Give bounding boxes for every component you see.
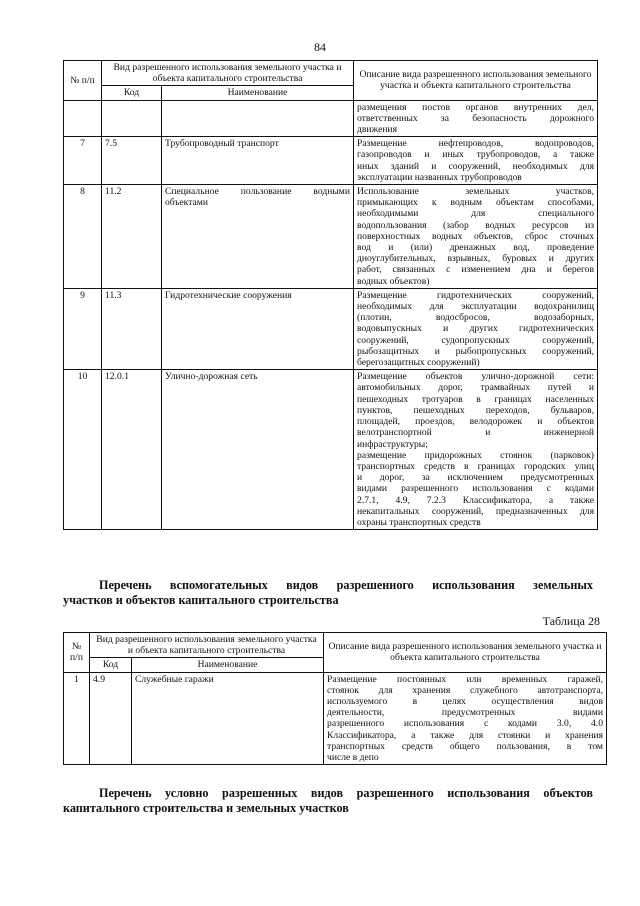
table-row [64, 100, 598, 137]
header-group: Вид разрешенного использования земельного участка и объекта капитального строительства [102, 61, 354, 86]
table-row [64, 370, 598, 530]
cell-num: 10 [64, 370, 102, 530]
cell-code: 12.0.1 [102, 370, 162, 530]
cell-name: Специальное пользование водными объектами [162, 185, 354, 289]
cell-num: 7 [64, 137, 102, 185]
cell-description: размещения постов органов внутренних дел, ответственных за безопасность дорожного движения [354, 100, 598, 137]
cell-code: 11.3 [102, 288, 162, 369]
header-num: № п/п [64, 633, 90, 673]
table-row [64, 672, 607, 765]
section-heading-auxiliary: Перечень вспомогательных видов разрешенного использования земельных участков и объектов капитального строительства [63, 578, 593, 607]
header-code: Код [102, 86, 162, 100]
cell-name: Улично-дорожная сеть [162, 370, 354, 530]
cell-name: Трубопроводный транспорт [162, 137, 354, 185]
header-description: Описание вида разрешенного использования земельного участка и объекта капитального строительства [324, 633, 607, 673]
cell-num: 9 [64, 288, 102, 369]
permitted-use-table-auxiliary [63, 632, 607, 765]
cell-description: Размещение постоянных или временных гаражей, стоянок для хранения служебного автотранспорта, используемого в целях осуществления видов деятельности, предусмотренных видами разрешенного использования с кодами 3.0, 4.0 Классификатора, а также для стоянки и хранения транспортных средств общего пользования, в том числе в депо [324, 672, 607, 765]
table-label: Таблица 28 [542, 614, 600, 628]
section-heading-conditional: Перечень условно разрешенных видов разрешенного использования объектов капитального строительства и земельных участков [63, 786, 593, 815]
page-number: 84 [314, 40, 326, 54]
cell-description: Размещение нефтепроводов, водопроводов, газопроводов и иных трубопроводов, а также иных зданий и сооружений, необходимых для эксплуатации названных трубопроводов [354, 137, 598, 185]
cell-description: Использование земельных участков, примыкающих к водным объектам способами, необходимыми для специального водопользования (забор водных ресурсов из поверхностных водных объектов, сброс сточных вод и (или) дренажных вод, проведение дноуглубительных, взрывных, буровых и других работ, связанных с изменением дна и берегов водных объектов) [354, 185, 598, 289]
header-description: Описание вида разрешенного использования земельного участка и объекта капитального строительства [354, 61, 598, 101]
header-group: Вид разрешенного использования земельного участка и объекта капитального строительства [90, 633, 324, 658]
header-num: № п/п [64, 61, 102, 101]
header-name: Наименование [162, 86, 354, 100]
cell-code: 4.9 [90, 672, 132, 765]
header-name: Наименование [132, 658, 324, 672]
table-row [64, 185, 598, 289]
cell-description: Размещение объектов улично-дорожной сети: автомобильных дорог, трамвайных путей и пешеходных тротуаров в границах населенных пунктов, пешеходных переходов, бульваров, площадей, проездов, велодорожек и объектов велотранспортной и инженерной инфраструктуры; размещение придорожных стоянок (парковок) транспортных средств в границах городских улиц и дорог, за исключением предусмотренных видами разрешенного использования с кодами 2.7.1, 4.9, 7.2.3 Классификатора, а также некапитальных сооружений, предназначенных для охраны транспортных средств [354, 370, 598, 530]
cell-name: Служебные гаражи [132, 672, 324, 765]
permitted-use-table-main [63, 60, 598, 530]
cell-num: 8 [64, 185, 102, 289]
cell-description: Размещение гидротехнических сооружений, необходимых для эксплуатации водохранилищ (плотин, водосбросов, водозаборных, водовыпускных и других гидротехнических сооружений, судопропускных сооружений, рыбозащитных и рыбопропускных сооружений, берегозащитных сооружений) [354, 288, 598, 369]
cell-name: Гидротехнические сооружения [162, 288, 354, 369]
cell-code: 11.2 [102, 185, 162, 289]
cell-num: 1 [64, 672, 90, 765]
header-code: Код [90, 658, 132, 672]
table-row [64, 288, 598, 369]
cell-code: 7.5 [102, 137, 162, 185]
table-row [64, 137, 598, 185]
